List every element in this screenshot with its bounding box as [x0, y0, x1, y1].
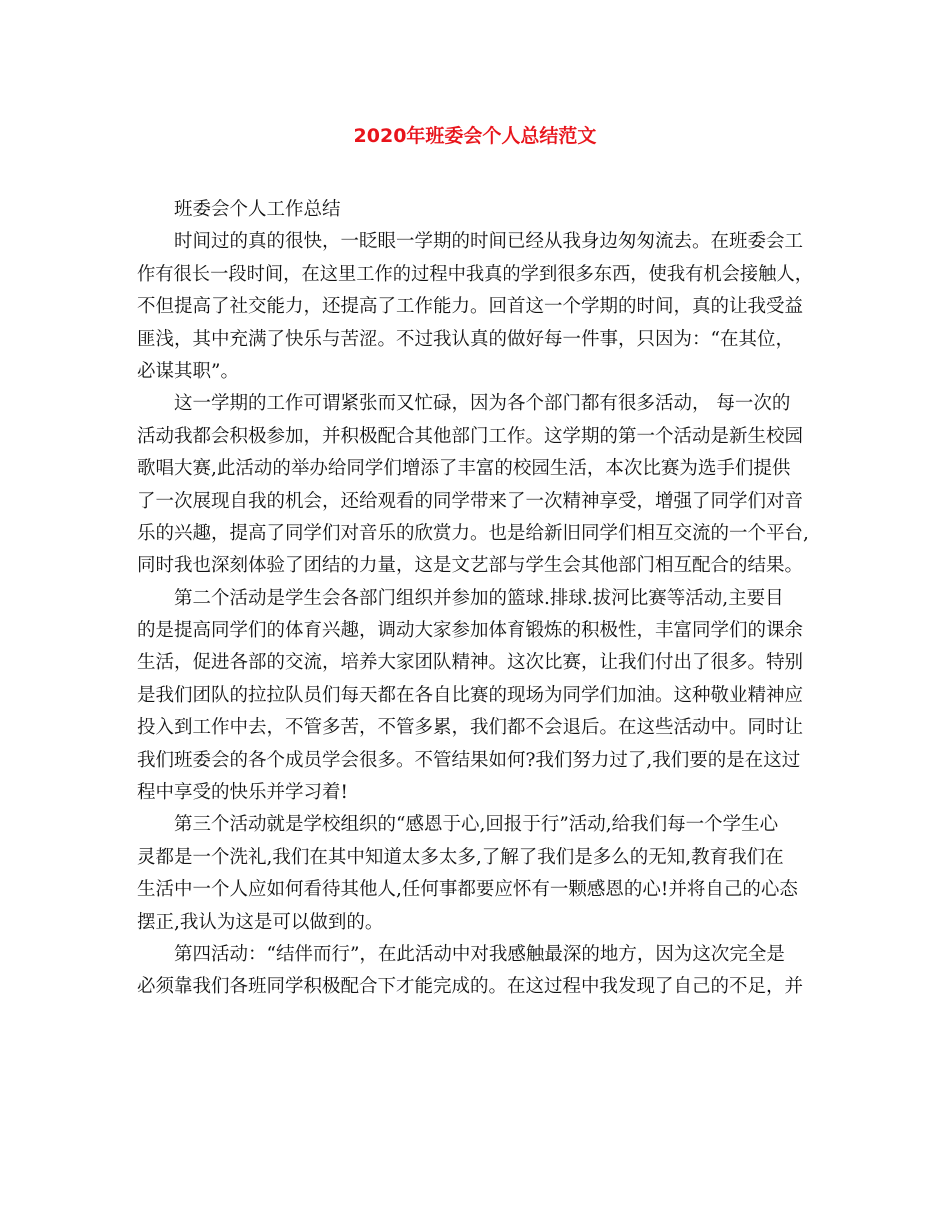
body-line: 这一学期的工作可谓紧张而又忙碌，因为各个部门都有很多活动， 每一次的 — [174, 393, 791, 415]
body-line: 必谋其职”。 — [137, 360, 239, 382]
body-line: 必须靠我们各班同学积极配合下才能完成的。在这过程中我发现了自己的不足，并 — [137, 976, 804, 998]
document-body — [137, 194, 813, 1004]
body-line: 活动我都会积极参加，并积极配合其他部门工作。这学期的第一个活动是新生校园 — [137, 425, 804, 447]
body-line: 灵都是一个洗礼,我们在其中知道太多太多,了解了我们是多么的无知,教育我们在 — [137, 846, 784, 868]
body-line: 第三个活动就是学校组织的“感恩于心,回报于行”活动,给我们每一个学生心 — [174, 814, 779, 836]
body-line: 匪浅，其中充满了快乐与苦涩。不过我认真的做好每一件事，只因为：“在其位， — [137, 328, 794, 350]
body-line: 歌唱大赛,此活动的举办给同学们增添了丰富的校园生活，本次比赛为选手们提供 — [137, 458, 791, 480]
document-title: 2020年班委会个人总结范文 — [353, 125, 597, 147]
body-line: 了一次展现自我的机会，还给观看的同学带来了一次精神享受，增强了同学们对音 — [137, 490, 804, 512]
body-line: 乐的兴趣，提高了同学们对音乐的欣赏力。也是给新旧同学们相互交流的一个平台, — [137, 522, 809, 544]
body-line: 时间过的真的很快，一眨眼一学期的时间已经从我身边匆匆流去。在班委会工 — [174, 231, 804, 253]
body-line: 我们班委会的各个成员学会很多。不管结果如何?我们努力过了,我们要的是在这过 — [137, 749, 801, 771]
body-line: 的是提高同学们的体育兴趣，调动大家参加体育锻炼的积极性，丰富同学们的课余 — [137, 620, 804, 642]
body-line: 同时我也深刻体验了团结的力量，这是文艺部与学生会其他部门相互配合的结果。 — [137, 555, 804, 577]
body-line: 生活中一个人应如何看待其他人,任何事都要应怀有一颗感恩的心!并将自己的心态 — [137, 879, 798, 901]
body-line: 生活，促进各部的交流，培养大家团队精神。这次比赛，让我们付出了很多。特别 — [137, 652, 804, 674]
body-line: 是我们团队的拉拉队员们每天都在各自比赛的现场为同学们加油。这种敬业精神应 — [137, 684, 804, 706]
body-line: 第四活动：“结伴而行”，在此活动中对我感触最深的地方，因为这次完全是 — [174, 943, 785, 965]
body-line: 程中享受的快乐并学习着! — [137, 782, 348, 804]
body-line: 第二个活动是学生会各部门组织并参加的篮球.排球.拔河比赛等活动,主要目 — [174, 587, 784, 609]
body-line: 投入到工作中去，不管多苦，不管多累，我们都不会退后。在这些活动中。同时让 — [137, 717, 804, 739]
body-line: 不但提高了社交能力，还提高了工作能力。回首这一个学期的时间，真的让我受益 — [137, 296, 804, 318]
body-line: 作有很长一段时间，在这里工作的过程中我真的学到很多东西，使我有机会接触人， — [137, 263, 813, 285]
body-line: 班委会个人工作总结 — [174, 199, 341, 220]
body-line: 摆正,我认为这是可以做到的。 — [137, 911, 384, 933]
